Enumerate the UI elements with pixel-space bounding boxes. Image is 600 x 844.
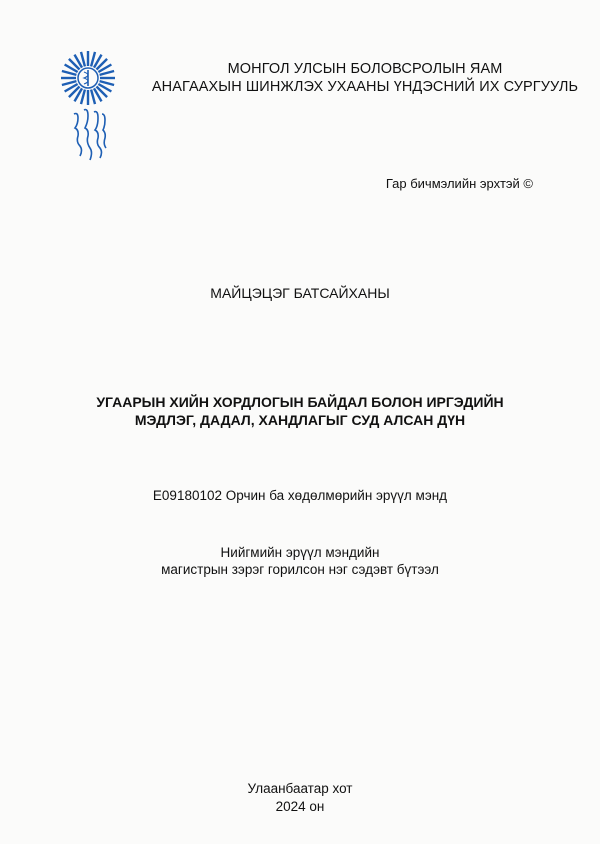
program-code: E09180102 Орчин ба хөдөлмөрийн эрүүл мэнд <box>152 488 448 503</box>
author-name: МАЙЦЭЦЭГ БАТСАЙХАНЫ <box>210 285 390 301</box>
rights-notice: Гар бичмэлийн эрхтэй © <box>385 176 533 191</box>
thesis-title-line-1: УГААРЫН ХИЙН ХОРДЛОГЫН БАЙДАЛ БОЛОН ИРГЭДИЙН <box>96 394 504 410</box>
emblem-ray <box>91 52 95 66</box>
emblem-ray <box>62 81 76 85</box>
emblem-ray <box>81 52 85 66</box>
degree-line-1: Нийгмийн эрүүл мэндийн <box>220 545 380 560</box>
degree-statement <box>0 544 600 578</box>
thesis-title <box>0 393 600 429</box>
city: Улаанбаатар хот <box>247 781 353 796</box>
university-name: АНАГААХЫН ШИНЖЛЭХ УХААНЫ ҮНДЭСНИЙ ИХ СУРГУУЛЬ <box>151 79 579 95</box>
place-and-year <box>0 780 600 816</box>
emblem-ray <box>91 90 95 104</box>
year: 2024 он <box>275 799 325 814</box>
ministry-name: МОНГОЛ УЛСЫН БОЛОВСРОЛЫН ЯАМ <box>227 61 503 77</box>
institution-header <box>130 60 600 96</box>
university-emblem-icon <box>56 50 120 190</box>
thesis-title-line-2: МЭДЛЭГ, ДАДАЛ, ХАНДЛАГЫГ СУД АЛСАН ДҮН <box>134 412 466 428</box>
emblem-ray <box>81 90 85 104</box>
emblem-ray <box>100 81 114 85</box>
emblem-ray <box>100 71 114 75</box>
degree-line-2: магистрын зэрэг горилсон нэг сэдэвт бүтээл <box>161 562 439 577</box>
emblem-ray <box>62 71 76 75</box>
